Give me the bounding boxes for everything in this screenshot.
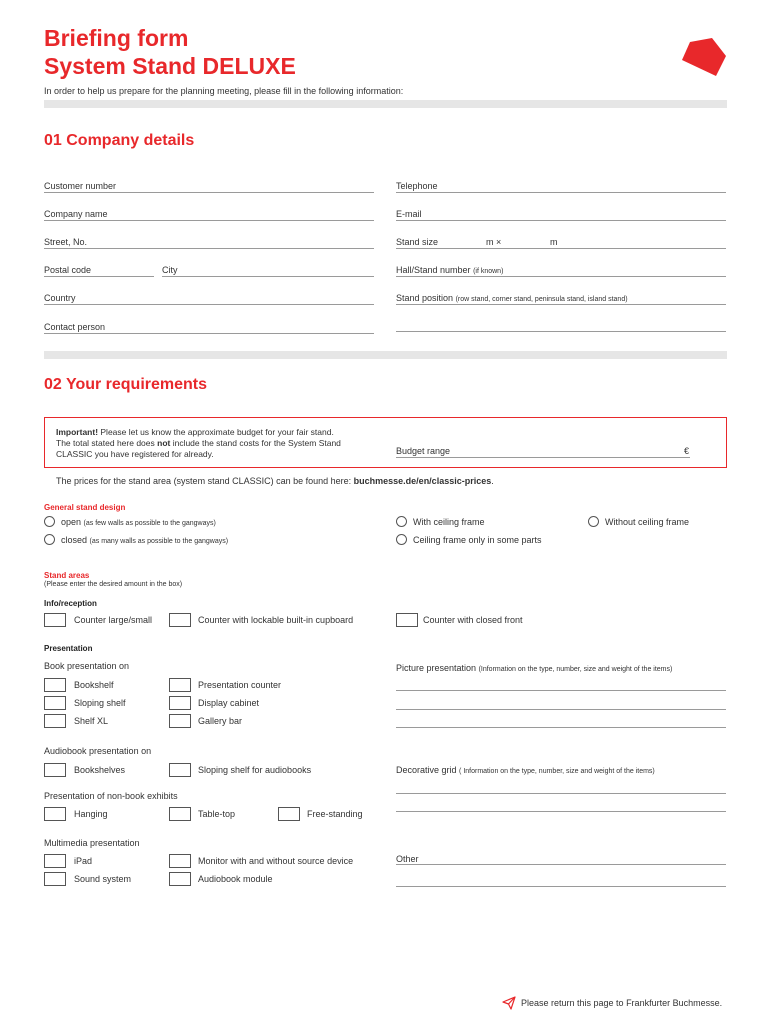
shelf-xl-label: Shelf XL — [74, 716, 109, 726]
other-label: Other — [396, 854, 419, 864]
stand-size-m: m — [550, 237, 558, 247]
company-name-label: Company name — [44, 209, 108, 219]
picture-presentation-field-2[interactable] — [396, 709, 726, 710]
picture-presentation-field-1[interactable] — [396, 690, 726, 691]
section-heading-company: 01 Company details — [44, 132, 195, 149]
nonbook-heading: Presentation of non-book exhibits — [44, 791, 178, 801]
street-field[interactable] — [44, 248, 374, 249]
hanging-label: Hanging — [74, 809, 108, 819]
sloping-shelf-label: Sloping shelf — [74, 698, 126, 708]
other-field-2[interactable] — [396, 886, 726, 887]
radio-open[interactable] — [44, 516, 55, 527]
city-label: City — [162, 265, 178, 275]
intro-text: In order to help us prepare for the planning meeting, please fill in the following information: — [44, 86, 404, 96]
prices-text: The prices for the stand area (system stand CLASSIC) can be found here: buchmesse.de/en/classic-prices. — [56, 476, 494, 486]
radio-without-ceiling[interactable] — [588, 516, 599, 527]
other-field-1[interactable] — [396, 864, 726, 865]
counter-large-small-box[interactable] — [44, 613, 66, 627]
bookshelf-box[interactable] — [44, 678, 66, 692]
open-label: open (as few walls as possible to the gangways) — [61, 517, 216, 527]
prices-link[interactable]: buchmesse.de/en/classic-prices — [353, 476, 492, 486]
picture-presentation-field-3[interactable] — [396, 727, 726, 728]
divider-band — [44, 351, 727, 359]
country-field[interactable] — [44, 304, 374, 305]
return-text: Please return this page to Frankfurter Buchmesse. — [521, 998, 723, 1008]
multimedia-heading: Multimedia presentation — [44, 838, 140, 848]
table-top-box[interactable] — [169, 807, 191, 821]
euro-sign: € — [684, 446, 690, 456]
paper-plane-icon — [502, 996, 516, 1010]
important-line-3: CLASSIC you have registered for already. — [56, 449, 214, 459]
decorative-grid-label: Decorative grid ( Information on the type, number, size and weight of the items) — [396, 765, 655, 775]
contact-person-label: Contact person — [44, 322, 106, 332]
bookshelves-box[interactable] — [44, 763, 66, 777]
customer-number-field[interactable] — [44, 192, 374, 193]
decorative-grid-field-2[interactable] — [396, 811, 726, 812]
title-line-1: Briefing form — [44, 25, 189, 51]
table-top-label: Table-top — [198, 809, 236, 819]
display-cabinet-box[interactable] — [169, 696, 191, 710]
budget-range-field[interactable] — [396, 457, 690, 458]
free-standing-label: Free-standing — [307, 809, 363, 819]
radio-closed[interactable] — [44, 534, 55, 545]
info-reception-heading: Info/reception — [44, 599, 97, 608]
sloping-shelf-box[interactable] — [44, 696, 66, 710]
important-line-1: Important! Please let us know the approximate budget for your fair stand. — [56, 427, 334, 437]
hanging-box[interactable] — [44, 807, 66, 821]
stand-size-field[interactable] — [396, 248, 726, 249]
counter-lockable-box[interactable] — [169, 613, 191, 627]
without-ceiling-label: Without ceiling frame — [605, 517, 690, 527]
presentation-counter-label: Presentation counter — [198, 680, 282, 690]
book-presentation-label: Book presentation on — [44, 661, 130, 671]
gallery-bar-label: Gallery bar — [198, 716, 243, 726]
decorative-grid-field-1[interactable] — [396, 793, 726, 794]
presentation-counter-box[interactable] — [169, 678, 191, 692]
counter-large-small-label: Counter large/small — [74, 615, 153, 625]
ipad-label: iPad — [74, 856, 93, 866]
stand-areas-note: (Please enter the desired amount in the box) — [44, 581, 183, 588]
country-label: Country — [44, 293, 76, 303]
budget-range-label: Budget range — [396, 446, 451, 456]
display-cabinet-label: Display cabinet — [198, 698, 260, 708]
company-name-field[interactable] — [44, 220, 374, 221]
closed-label: closed (as many walls as possible to the gangways) — [61, 535, 229, 545]
hall-stand-label: Hall/Stand number (if known) — [396, 265, 504, 275]
email-label: E-mail — [396, 209, 422, 219]
sloping-audio-label: Sloping shelf for audiobooks — [198, 765, 312, 775]
customer-number-label: Customer number — [44, 181, 117, 191]
city-field[interactable] — [162, 276, 374, 277]
shelf-xl-box[interactable] — [44, 714, 66, 728]
counter-lockable-label: Counter with lockable built-in cupboard — [198, 615, 354, 625]
section-heading-requirements: 02 Your requirements — [44, 376, 208, 393]
stand-position-label: Stand position (row stand, corner stand, peninsula stand, island stand) — [396, 293, 628, 303]
bookshelf-label: Bookshelf — [74, 680, 114, 690]
free-standing-box[interactable] — [278, 807, 300, 821]
monitor-box[interactable] — [169, 854, 191, 868]
divider-band — [44, 100, 727, 108]
extra-field[interactable] — [396, 331, 726, 332]
contact-person-field[interactable] — [44, 333, 374, 334]
picture-presentation-label: Picture presentation (Information on the type, number, size and weight of the items) — [396, 663, 673, 673]
telephone-label: Telephone — [396, 181, 438, 191]
radio-with-ceiling[interactable] — [396, 516, 407, 527]
important-line-2: The total stated here does not include the stand costs for the System Stand — [56, 438, 341, 448]
postal-code-label: Postal code — [44, 265, 92, 275]
sound-system-box[interactable] — [44, 872, 66, 886]
audiobook-module-box[interactable] — [169, 872, 191, 886]
presentation-heading: Presentation — [44, 644, 93, 653]
sloping-audio-box[interactable] — [169, 763, 191, 777]
hall-stand-field[interactable] — [396, 276, 726, 277]
audiobook-heading: Audiobook presentation on — [44, 746, 152, 756]
radio-ceiling-some[interactable] — [396, 534, 407, 545]
telephone-field[interactable] — [396, 192, 726, 193]
email-field[interactable] — [396, 220, 726, 221]
ceiling-some-label: Ceiling frame only in some parts — [413, 535, 542, 545]
bookshelves-label: Bookshelves — [74, 765, 126, 775]
audiobook-module-label: Audiobook module — [198, 874, 273, 884]
sound-system-label: Sound system — [74, 874, 132, 884]
monitor-label: Monitor with and without source device — [198, 856, 354, 866]
stand-areas-heading: Stand areas — [44, 571, 90, 580]
ipad-box[interactable] — [44, 854, 66, 868]
counter-closed-label: Counter with closed front — [423, 615, 523, 625]
stand-position-field[interactable] — [396, 304, 726, 305]
gallery-bar-box[interactable] — [169, 714, 191, 728]
stand-size-label: Stand size — [396, 237, 439, 247]
postal-code-field[interactable] — [44, 276, 154, 277]
with-ceiling-label: With ceiling frame — [413, 517, 485, 527]
general-design-heading: General stand design — [44, 503, 126, 512]
logo-icon — [682, 38, 726, 78]
street-label: Street, No. — [44, 237, 88, 247]
counter-closed-box[interactable] — [396, 613, 418, 627]
title-line-2: System Stand DELUXE — [44, 53, 296, 79]
stand-size-mx: m × — [486, 237, 502, 247]
